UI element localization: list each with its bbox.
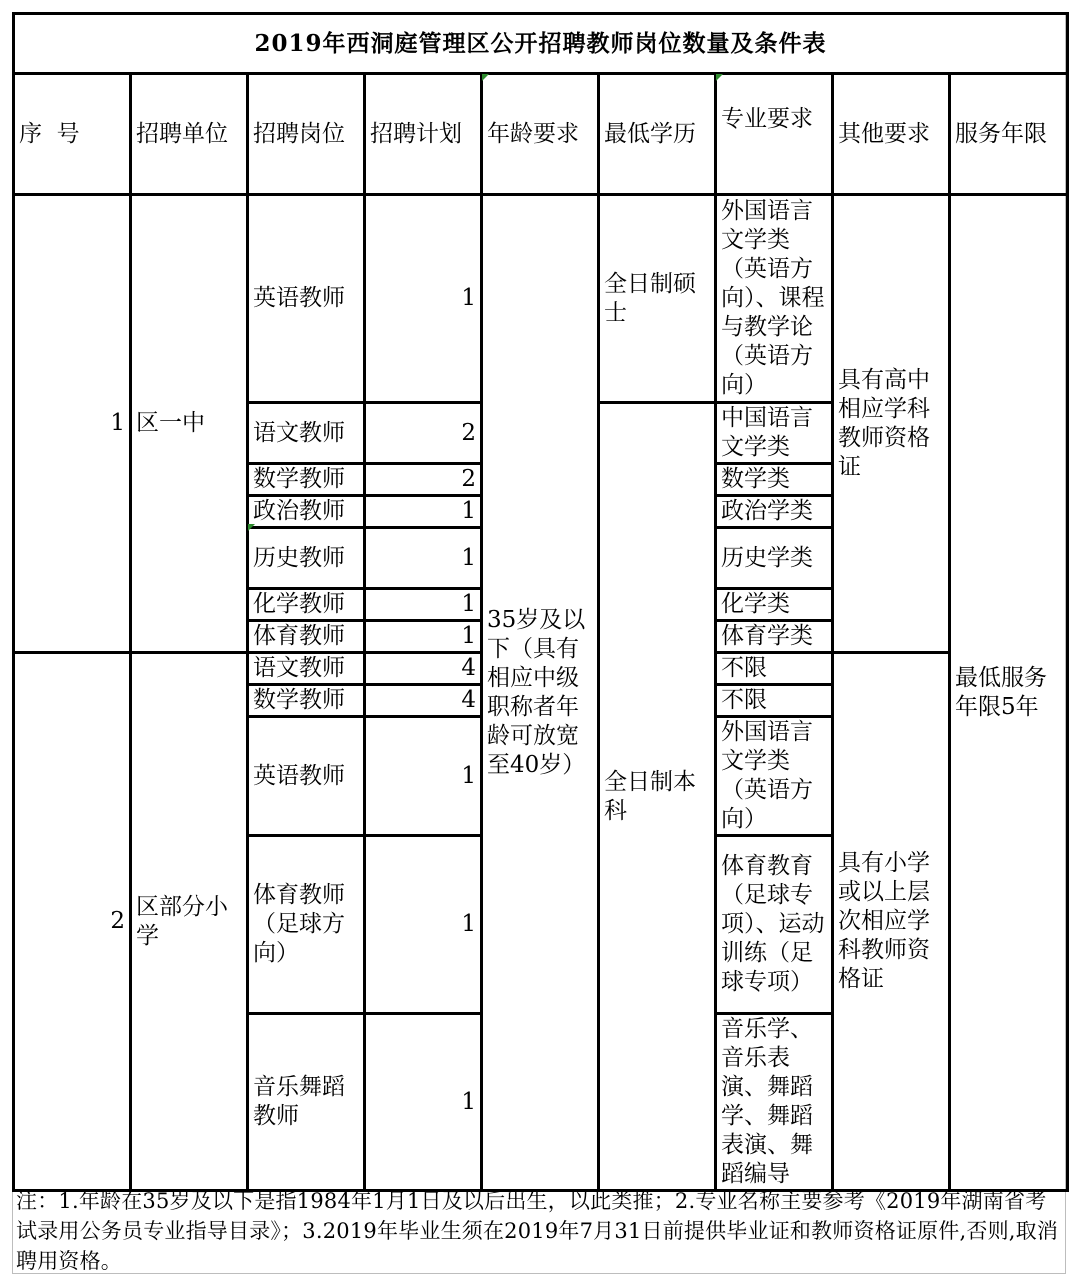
other-requirement-unit2: 具有小学或以上层次相应学科教师资格证: [833, 653, 950, 1191]
post-cell: 化学教师: [248, 589, 365, 621]
post-cell: 历史教师: [248, 528, 365, 589]
header-service: 服务年限: [950, 74, 1068, 195]
comment-marker: [248, 524, 255, 531]
plan-cell: 1: [365, 195, 482, 403]
recruitment-table: [12, 12, 1069, 1192]
header-post: 招聘岗位: [248, 74, 365, 195]
age-requirement: 35岁及以下（具有相应中级职称者年龄可放宽至40岁）: [482, 195, 599, 1191]
plan-cell: 1: [365, 1014, 482, 1191]
post-cell: 体育教师: [248, 621, 365, 653]
post-cell: 政治教师: [248, 496, 365, 528]
post-cell: 数学教师: [248, 464, 365, 496]
unit-name: 区一中: [131, 195, 248, 653]
major-cell: 体育教育（足球专项）、运动训练（足球专项）: [716, 836, 833, 1014]
header-major: 专业要求: [716, 74, 833, 195]
major-cell: 中国语言文学类: [716, 403, 833, 464]
plan-cell: 4: [365, 653, 482, 685]
other-requirement-unit1: 具有高中相应学科教师资格证: [833, 195, 950, 653]
major-cell: 不限: [716, 685, 833, 717]
table-row: [14, 195, 1068, 403]
header-age: 年龄要求: [482, 74, 599, 195]
unit-seq: 1: [14, 195, 131, 653]
post-cell: 音乐舞蹈教师: [248, 1014, 365, 1191]
plan-cell: 1: [365, 528, 482, 589]
plan-cell: 1: [365, 717, 482, 836]
edu-master: 全日制硕士: [599, 195, 716, 403]
major-cell: 历史学类: [716, 528, 833, 589]
header-edu: 最低学历: [599, 74, 716, 195]
plan-cell: 1: [365, 589, 482, 621]
post-cell: 语文教师: [248, 653, 365, 685]
header-seq: 序 号: [14, 74, 131, 195]
plan-cell: 1: [365, 836, 482, 1014]
major-cell: 外国语言文学类（英语方向）: [716, 717, 833, 836]
comment-marker: [716, 74, 723, 81]
major-cell: 数学类: [716, 464, 833, 496]
plan-cell: 2: [365, 403, 482, 464]
plan-cell: 1: [365, 621, 482, 653]
unit-seq: 2: [14, 653, 131, 1191]
plan-cell: 4: [365, 685, 482, 717]
header-unit: 招聘单位: [131, 74, 248, 195]
plan-cell: 2: [365, 464, 482, 496]
table-title: 2019年西洞庭管理区公开招聘教师岗位数量及条件表: [14, 14, 1068, 74]
footnote: 注：1.年龄在35岁及以下是指1984年1月1日及以后出生，以此类推；2.专业名称主要参考《2019年湖南省考试录用公务员专业指导目录》；3.2019年毕业生须在2019年7月31日前提供毕业证和教师资格证原件,否则,取消聘用资格。: [16, 1189, 1059, 1273]
major-cell: 不限: [716, 653, 833, 685]
comment-marker: [482, 74, 489, 81]
major-cell: 音乐学、音乐表演、舞蹈学、舞蹈表演、舞蹈编导: [716, 1014, 833, 1191]
header-other: 其他要求: [833, 74, 950, 195]
major-cell: 外国语言文学类（英语方向）、课程与教学论（英语方向）: [716, 195, 833, 403]
plan-cell: 1: [365, 496, 482, 528]
major-cell: 化学类: [716, 589, 833, 621]
edu-bachelor: 全日制本科: [599, 403, 716, 1191]
major-cell: 政治学类: [716, 496, 833, 528]
post-cell: 体育教师（足球方向）: [248, 836, 365, 1014]
major-cell: 体育学类: [716, 621, 833, 653]
post-cell: 英语教师: [248, 195, 365, 403]
unit-name: 区部分小学: [131, 653, 248, 1191]
post-cell: 数学教师: [248, 685, 365, 717]
post-cell: 英语教师: [248, 717, 365, 836]
header-plan: 招聘计划: [365, 74, 482, 195]
service-years: 最低服务年限5年: [950, 195, 1068, 1191]
header-row: [14, 74, 1068, 195]
post-cell: 语文教师: [248, 403, 365, 464]
